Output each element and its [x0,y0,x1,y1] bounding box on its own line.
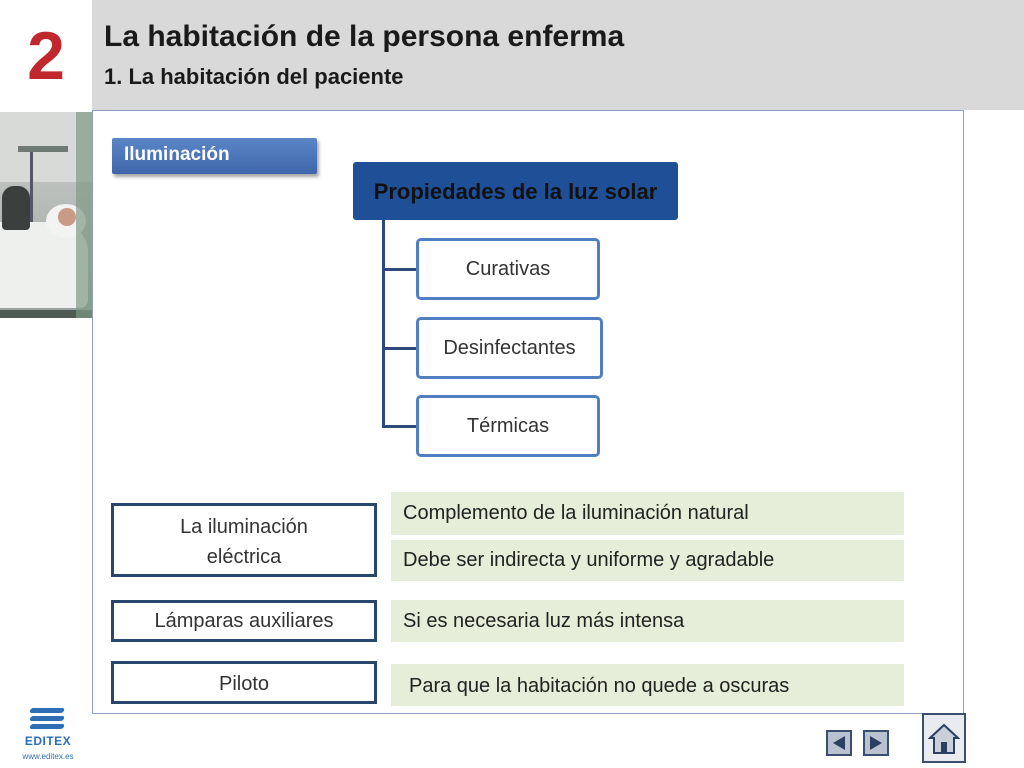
row-label-line: eléctrica [206,546,282,568]
editex-logo [18,708,78,760]
slide-title: La habitación de la persona enferma [104,20,625,53]
row-detail: Si es necesaria luz más intensa [391,600,904,642]
row-label-line: La iluminación [180,516,308,538]
prev-arrow-icon [830,734,848,752]
home-button[interactable] [922,713,966,763]
diagram-node-termicas: Térmicas [416,395,600,457]
next-arrow-icon [867,734,885,752]
diagram-node-desinfectantes: Desinfectantes [416,317,603,379]
slide-header [92,0,1024,110]
section-label: Iluminación [112,138,317,174]
logo-text: EDITEX [24,734,72,748]
previous-slide-button[interactable] [826,730,852,756]
hospital-room-photo [0,112,92,318]
next-slide-button[interactable] [863,730,889,756]
row-label-iluminacion-electrica [111,503,377,577]
diagram-root-node: Propiedades de la luz solar [353,162,678,220]
diagram-connector [382,347,418,350]
row-label-piloto: Piloto [111,661,377,704]
diagram-connector-vertical [382,220,385,428]
diagram-connector [382,268,418,271]
logo-url: www.editex.es [22,752,74,761]
chapter-number: 2 [27,18,65,94]
diagram-node-curativas: Curativas [416,238,600,300]
row-detail: Debe ser indirecta y uniforme y agradable [391,540,904,581]
row-detail: Complemento de la iluminación natural [391,492,904,535]
home-icon [928,723,960,755]
slide-subtitle: 1. La habitación del paciente [104,64,404,89]
diagram-connector [382,425,418,428]
chapter-number-box [0,0,92,110]
row-detail: Para que la habitación no quede a oscuras [391,664,904,706]
row-label-lamparas-auxiliares: Lámparas auxiliares [111,600,377,642]
